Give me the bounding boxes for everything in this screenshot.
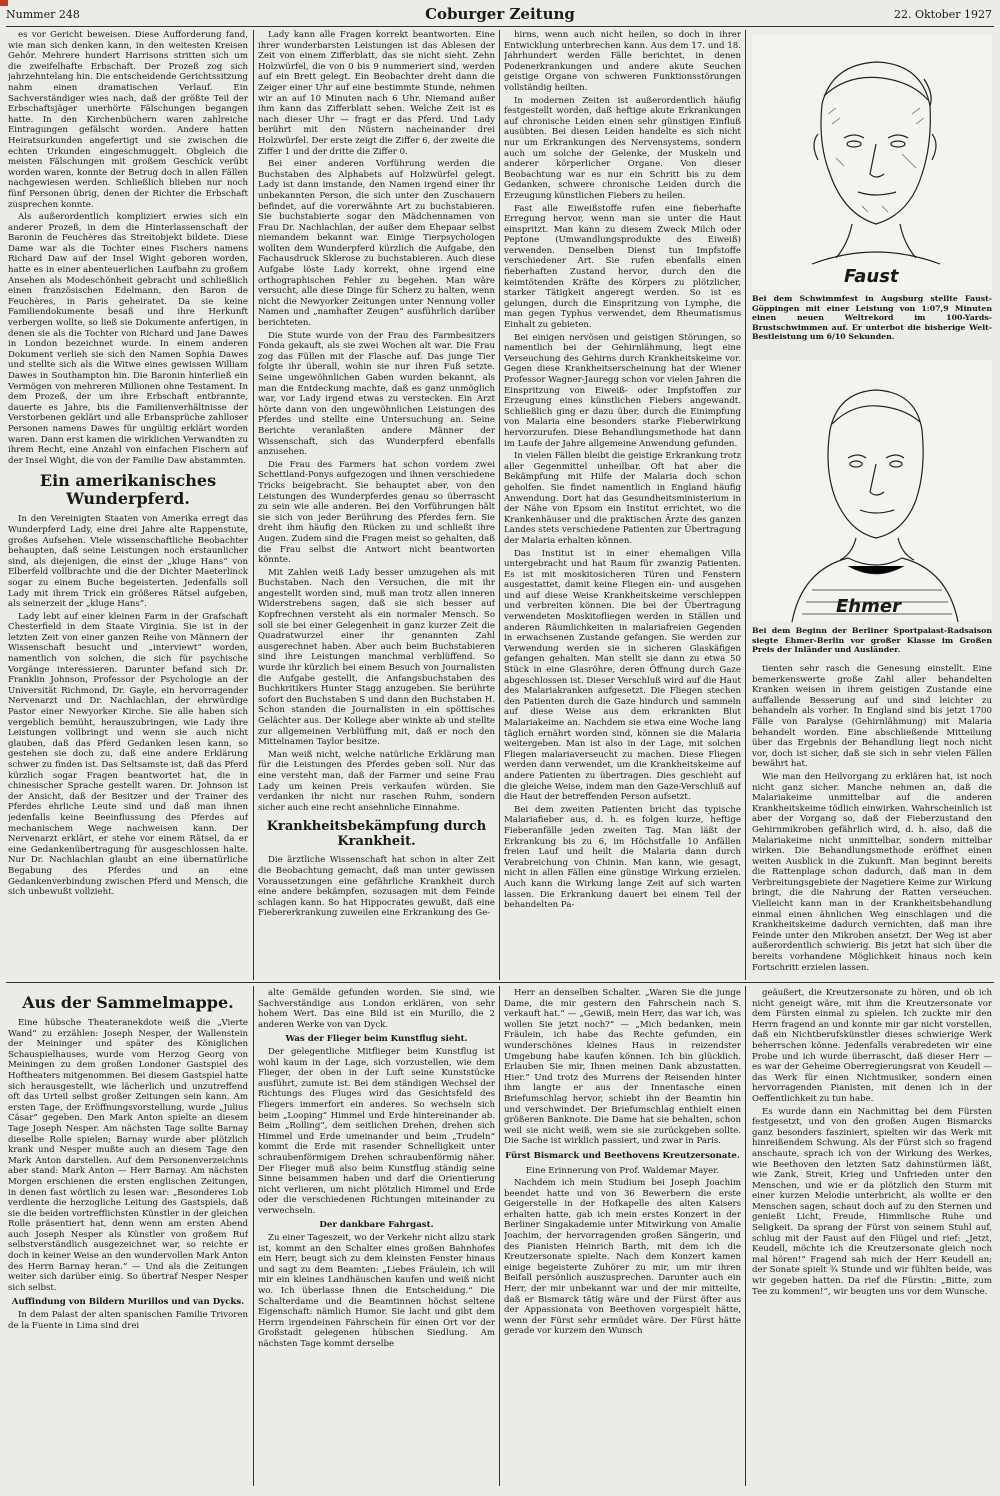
bottom-column-2	[258, 988, 495, 1488]
paragraph: Als außerordentlich kompliziert erwies sich ein anderer Prozeß, in dem die Hinterlassenschaft der Baronin de Feuchères das Streitobjekt bildete. Diese Dame war als die Tochter eines Fischers namens Richard Daw auf der Insel Wight geboren worden, hatte es in einer abenteuerlichen Laufbahn zu großem Ansehen als Modeschönheit gebracht und schließlich einen französischen Edelmann, den Baron de Feuchères, in Paris geheiratet. Da sie keine Familiendokumente besaß und ihre Herkunft verbergen wollte, so ließ sie Dokumente anfertigen, in denen sie als die Tochter von Richard und Jane Dawes in London bezeichnet wurde. In einem anderen Dokument verlieh sie sich den Namen Sophia Dawes und stellte sich als die Witwe eines gewissen William Dawes in Southampton hin. Die Baronin hinterließ ein Vermögen von mehreren Millionen ohne Testament. In dem Prozeß, der um ihre Erbschaft entbrannte, dauerte es Jahre, bis die Familienverhältnisse der Verstorbenen geklärt und alle Erbansprüche zahlloser Personen namens Dawes für ungültig erklärt worden waren. Dann erst kamen die wirklichen Verwandten zu ihrem Recht, eine Anzahl von einfachen Fischern auf der Insel Wight, die von der Familie Daw abstammten.	[8, 212, 248, 466]
paragraph: Wie man den Heilvorgang zu erklären hat, ist noch nicht ganz sicher. Manche nehmen an, daß die Malariakeime unmittelbar auf die anderen Krankheitskeime tödlich einwirken. Wahrscheinlich ist aber der Vorgang so, daß der Fieberzustand den Gehirnmikroben gefährlich wird, d. h. also, daß die Malariakeime nicht unmittelbar, sondern mittelbar wirken. Die Behandlungsmethode eröffnet einen weiten Ausblick in die Zukunft. Man beginnt bereits die Rattenplage schon dadurch, daß man in dem Verbreitungsgebiete der Nagetiere Keime zur Wirkung bringt, die die Nahrung der Ratten verseuchen. Vielleicht kann man in der Krankheitsbehandlung einmal einen ähnlichen Weg einschlagen und die Krankheitskeime dadurch vernichten, daß man ihre Feinde unter den Mikroben ansetzt. Der Weg ist aber außerordentlich schwierig. Bis jetzt hat sich über die bereits vorhandene Möglichkeit hinaus noch kein Fortschritt erzielen lassen.	[752, 771, 992, 973]
paragraph: Lady lebt auf einer kleinen Farm in der Grafschaft Chesterfield in dem Staate Virginia. Sie ist in der letzten Zeit von einer ganzen Reihe von Männern der Wissenschaft besucht und „interviewt“ worden, namentlich von solchen, die sich für psychische Vorgänge interessieren. Darunter befand sich Dr. Franklin Johnson, Professor der Psychologie an der Universität Richmond, Dr. Gayle, ein hervorragender Nervenarzt und Dr. Nachlachlan, der ehrwürdige Pastor einer Newyorker Kirche. Sie alle haben sich vergeblich bemüht, herauszubringen, wie Lady ihre Leistungen vollbringt und wenn sie auch nicht glauben, daß das Pferd Gedanken lesen kann, so gestehen sie doch zu, daß eine andere Erklärung schwer zu finden ist. Das Seltsamste ist, daß das Pferd kürzlich sogar Fragen beantwortet hat, die in chinesischer Sprache gestellt waren. Dr. Johnson ist der Ansicht, daß der Besitzer und der Trainer des Pferdes ehrliche Leute sind und daß man ihnen jedenfalls keine Beeinflussung des Pferdes auf mechanischem Wege nachweisen kann. Der Nervenarzt erklärt, er stehe vor einem Rätsel, da er eine Gedankenübertragung für ausgeschlossen halte. Nur Dr. Nachlachlan glaubt an eine übernatürliche Begabung des Pferdes und an eine Gedankenverbindung zwischen Pferd und Mensch, die sich unbewußt vollzieht.	[8, 611, 248, 898]
paragraph: Bei einer anderen Vorführung werden die Buchstaben des Alphabets auf Holzwürfel gelegt. Lady ist dann imstande, den Namen irgend einer ihr unbekannten Person, die sich unter den Zuschauern befindet, auf die vorerwähnte Art zu buchstabieren. Sie buchstabierte sogar den Mädchennamen von Frau Dr. Nachlachlan, der außer dem Ehepaar selbst niemandem bekannt war. Einige Tierpsychologen wollten dem Wunderpferd kürzlich die Aufgabe, den Fachausdruck Sklerose zu buchstabieren. Auch diese Aufgabe löste Lady korrekt, ohne irgend eine orthographischen Fehler zu begehen. Man wäre versucht, alle diese Dinge für Scherz zu halten, wenn nicht die Newyorker Zeitungen unter Nennung voller Namen und „namhafter Zeugen“ ausführlich darüber berichteten.	[258, 159, 495, 329]
column-divider	[745, 986, 746, 1486]
bottom-column-1	[8, 988, 248, 1488]
masthead-title: Coburger Zeitung	[425, 5, 575, 23]
article-headline: Ein amerikanisches Wunderpferd.	[39, 471, 217, 509]
paragraph: Das Institut ist in einer ehemaligen Villa untergebracht und hat Raum für zwanzig Patienten. Es ist mit moskitosicheren Türen und Fenstern ausgestattet, damit keine Fliegen ein- und ausgehen und auf diese Weise Krankheitskeime verschleppen und verbreiten können. Die bei der Übertragung verwendeten Moskitofliegen werden in Ställen und anderen Räumlichkeiten in malariafreien Gegenden in erwachsenen Zustande gefangen. Sie werden zur Verwendung werden sie in sicheren Glaskäfigen gefangen gehalten. Man stellt sie dann zu etwa 50 Stück in eine Glasröhre, deren Öffnung durch Gaze abgeschlossen ist. Dieser Verschluß wird auf die Haut des Malariakranken aufgesetzt. Die Fliegen stechen den Patienten durch die Gaze hindurch und sammeln auf diese Weise aus dem erkrankten Blut Malariakeime an. Nachdem sie etwa eine Woche lang täglich ernährt worden sind, können sie die Malaria weitergeben. Man ist also in der Lage, mit solchen Fliegen malariaverseucht zu machen. Diese Fliegen werden dann verwendet, um die Krankheitskeime auf andere Patienten zu übertragen. Dies geschieht auf die gleiche Weise, indem man den Gaze-Verschluß auf die Haut der betreffenden Person aufsetzt.	[504, 548, 741, 803]
paragraph: Zu einer Tageszeit, wo der Verkehr nicht allzu stark ist, kommt an den Schalter eines großen Bahnhofes ein Herr, beugt sich zu dem kleinsten Fenster hinaus und sagt zu dem Beamten: „Liebes Fräulein, ich will mir ein kleines Landhäuschen kaufen und weiß nicht wo. Ich überlasse Ihnen die Entscheidung.“ Die Schalterdame und die Beamtinnen höchst seltene Eigenschaft: nämlich Humor. Sie lacht und gibt dem Herrn irgendeinen Fahrschein für einen Ort vor der Großstadt gelegenen hübschen Siedlung. Am nächsten Tage kommt derselbe	[258, 1233, 495, 1349]
subheading: Auffindung von Bildern Murillos und van Dycks.	[11, 1297, 245, 1308]
paragraph: alte Gemälde gefunden worden. Sie sind, wie Sachverständige aus London erklären, von sehr hohem Wert. Das eine Bild ist ein Murillo, die 2 anderen Werke von van Dyck.	[258, 988, 495, 1030]
section-headline: Aus der Sammelmappe.	[22, 993, 234, 1012]
paragraph: Bei einigen nervösen und geistigen Störungen, so namentlich bei der Gehirnlähmung, liegt eine Verseuchung des Gehirns durch Krankheitskeime vor. Gegen diese Krankheitserscheinung hat der Wiener Professor Wagner-Jauregg schon vor vielen Jahren die Einspritzung von Eiweiß- oder Impfstoffen zur Erzeugung eines künstlichen Fiebers angewandt. Schließlich ging er dazu über, durch die Einimpfung von Malaria eine besonders starke Fieberwirkung hervorzurufen. Diese Behandlungsmethode hat dann im Laufe der Jahre allgemeine Anwendung gefunden.	[504, 332, 741, 449]
paragraph: Mit Zahlen weiß Lady besser umzugehen als mit Buchstaben. Nach den Versuchen, die mit ihr angestellt worden sind, muß man trotz allen inneren Widerstrebens sagen, daß sie sich besser auf Kopfrechnen versteht als ein normaler Mensch. So soll sie bei einer Gelegenheit in ganz kurzer Zeit die Quadratwurzel einer ihr genannten Zahl ausgerechnet haben. Aber auch beim Buchstabieren sind ihre Leistungen manchmal verblüffend. So wurde ihr kürzlich bei einem Besuch von Journalisten die Aufgabe gestellt, die Anfangsbuchstaben des Buchkritikers Hunter Stagg anzugeben. Sie berührte sofort den Buchstaben S und dann den Buchstaben H. Schon standen die Journalisten in ein spöttisches Gelächter aus. Der Kollege aber winkte ab und stellte zur allgemeinen Verblüffung mit, daß er noch den Mittelnamen Taylor besitze.	[258, 567, 495, 748]
paragraph: geäußert, die Kreutzersonate zu hören, und ob ich nicht geneigt wäre, mit ihm die Kreutzersonate vor dem Fürsten einmal zu spielen. Ich zuckte mir den Herrn fragend an und konnte mir gar nicht vorstellen, daß ein Nichtberufskünstler dieses schwierige Werk beherrschen könne. Jedenfalls verabredeten wir eine Probe und ich wurde überrascht, daß dieser Herr — es war der Geheime Oberregierungsrat von Keudell — das Werk für einen Nichtmusiker, sondern einen hervorragenden Pianisten, mit denen ich in der Oeffentlichkeit zu tun habe.	[752, 988, 992, 1104]
article-column-1	[8, 30, 248, 978]
paragraph: Lady kann alle Fragen korrekt beantworten. Eine ihrer wunderbarsten Leistungen ist das Ablesen der Zeit von einem Zifferblatt, das sie nicht sieht. Zehn Holzwürfel, die von 0 bis 9 nummeriert sind, werden auf ein Brett gelegt. Ein Beobachter dreht dann die Zeiger einer Uhr auf eine bestimmte Stunde, nehmen wir an auf 10 Minuten nach 6 Uhr. Niemand außer ihm kann das Zifferblatt sehen. Welche Zeit ist es nach dieser Uhr — fragt er das Pferd. Und Lady berührt mit den Nüstern nacheinander drei Holzwürfel. Der erste zeigt die Ziffer 6, der zweite die Ziffer 1 und der dritte die Ziffer 0.	[258, 30, 495, 157]
portrait-faust	[752, 34, 992, 290]
paragraph: In dem Palast der alten spanischen Familie Trivoren de la Fuente in Lima sind drei	[8, 1310, 248, 1331]
article-headline: Krankheitsbekämpfung durch Krankheit.	[266, 819, 487, 850]
portrait-ehmer	[752, 360, 992, 622]
paragraph: In den Vereinigten Staaten von Amerika erregt das Wunderpferd Lady, eine drei Jahre alte Rappenstute, großes Aufsehen. Viele wissenschaftliche Beobachter behaupten, daß seine Leistungen noch erstaunlicher sind, als diejenigen, die einst der „kluge Hans“ von Elberfeld vollbrachte und die der Dichter Maeterlinck sogar zu einem Buche begeisterten. Jedenfalls soll Lady mit ihrem Trick ein größeres Rätsel aufgeben, als seinerzeit der „kluge Hans“.	[8, 514, 248, 610]
page-header	[0, 4, 1000, 26]
paragraph: tienten sehr rasch die Genesung einstellt. Eine bemerkenswerte große Zahl aller behandelten Kranken weisen in ihrem geistigen Zustande eine auffallende Besserung auf und sind leichter zu behandeln als vorher. In England sind bis jetzt 1700 Fälle von Paralyse (Gehirnlähmung) mit Malaria behandelt worden. Eine abschließende Mitteilung über das Ergebnis der Behandlung liegt noch nicht vor, doch ist sicher, daß sie sich in sehr vielen Fällen bewährt hat.	[752, 664, 992, 770]
bottom-column-4	[752, 988, 992, 1488]
signature-faust: Faust	[844, 266, 899, 287]
article-column-4	[752, 664, 992, 978]
column-divider	[745, 30, 746, 980]
paragraph: Nachdem ich mein Studium bei Joseph Joachim beendet hatte und von 36 Bewerbern die erste Geigerstelle in der Hofkapelle des alten Kaisers erhalten hatte, gab ich mein erstes Konzert in der Berliner Singakademie unter Mitwirkung von Amalie Joachim, der hervorragenden großen Sängerin, und des Pianisten Heinrich Barth, mit dem ich die Kreutzersonate spielte. Nach dem Konzert kamen einige begeisterte Zuhörer zu mir, um mir ihren Beifall persönlich auszusprechen. Darunter auch ein Herr, der mir unbekannt war und der mir mitteilte, daß er Bismarck tätig wäre und der Fürst öfter aus der Appassionata von Beethoven vorgespielt hätte, wenn der Fürst sehr ermüdet wäre. Der Fürst hätte gerade vor kurzem den Wunsch	[504, 1178, 741, 1337]
signature-ehmer: Ehmer	[836, 596, 901, 617]
photo-caption: Bei dem Schwimmfest in Augsburg stellte Faust-Göppingen mit einer Leistung von 1:07,9 Minuten einen neuen Weltrekord im 100-Yards-Brustschwimmen auf. Er unterbot die bisherige Welt-Bestleistung um 6/10 Sekunden.	[752, 294, 992, 342]
issue-date: 22. Oktober 1927	[893, 8, 992, 21]
subheading: Der dankbare Fahrgast.	[319, 1220, 434, 1231]
article-column-3	[504, 30, 741, 978]
article-column-2	[258, 30, 495, 978]
page-number: Nummer 248	[6, 8, 80, 21]
paragraph: Der gelegentliche Mitflieger beim Kunstflug ist wohl kaum in der Lage, sich vorzustellen, wie dem Flieger, der oben in der Luft seine Kunststücke ausführt, zumute ist. Bei dem ständigen Wechsel der Richtungs des Fluges wird das Gesichtsfeld des Fliegers immerfort ein anderes. So wechseln sich beim „Looping“ Himmel und Erde hintereinander ab. Beim „Rolling“, dem seitlichen Drehen, drehen sich Himmel und Erde umeinander und beim „Trudeln“ kommt die Erde mit rasender Schnelligkeit unter schraubenförmigem Drehen schraubenförmig näher. Der Flieger muß also beim Kunstflug ständig seine Sinne beisammen haben und darf die Orientierung nicht verlieren, um nicht plötzlich Himmel und Erde oder die verschiedenen Richtungen miteinander zu verwechseln.	[258, 1046, 495, 1216]
paragraph: Es wurde dann ein Nachmittag bei dem Fürsten festgesetzt, und von den großen Augen Bismarcks ganz besonders fasziniert, spielten wir das Werk mit hinreißendem Schwung. Als der Fürst sich so fragend anschaute, sprach ich von der Wirkung des Werkes, wie Beethoven den letzten Satz dahinstürmen läßt, wie Zank, Streit, Krieg und Unfrieden unter den Menschen, und wie er da plötzlich den Sturm mit einer kurzen Melodie unterbricht, als wollte er den Menschen sagen, schaut doch auf zu den Sternen und genießt Licht, Freude, Himmlische Ruhe und Seligkeit. Da sprang der Fürst von seinem Stuhl auf, schlug mit der Faust auf den Flügel und rief: „Jetzt, Keudell, möchte ich die Kreutzersonate gleich noch mal hören!“ Fragend sah mich der Herr Keudell an; der Sonate spielt ¾ Stunde und wir fühlten beide, was wir gegeben hatten. Da rief die Fürstin: „Bitte, zum Tee zu kommen!“, wir beugten uns vor dem Wunsche.	[752, 1106, 992, 1297]
paragraph: Die Frau des Farmers hat schon vordem zwei Schettland-Ponys aufgezogen und ihnen verschiedene Tricks beigebracht. Sie behauptet aber, von den Leistungen des Wunderpferdes genau so überrascht zu sein wie alle anderen. Bei den Vorführungen hält sie sich von jeder Berührung des Pferdes fern. Sie dreht ihm häufig den Rücken zu und schließt ihre Augen. Zudem sind die Fragen meist so gehalten, daß die Frau selbst die Antwort nicht beantworten könnte.	[258, 459, 495, 566]
column-divider	[499, 30, 500, 980]
subheading: Fürst Bismarck und Beethovens Kreutzersonate.	[505, 1150, 740, 1161]
paragraph: es vor Gericht beweisen. Diese Aufforderung fand, wie man sich denken kann, in den weitesten Kreisen Gehör. Mehrere hundert Harrisons stritten sich um die zweifelhafte Erbschaft. Der Prozeß zog sich jahrzehntelang hin. Die entscheidende Gerichtssitzung nahm einen dramatischen Verlauf. Ein Sachverständiger wies nach, daß der größte Teil der Erbschaftsjäger unerhörte Fälschungen begangen hatte. In den Kirchenbüchern waren zahlreiche Eintragungen gefälscht worden. Andere hatten Heiratsurkunden angefertigt und sie zwischen die echten Urkunden eingeschmuggelt. Obgleich die meisten Fälschungen mit großem Geschick verübt worden waren, konnte der Betrug doch in allen Fällen nachgewiesen werden. Schließlich blieben nur noch fünf Personen übrig, denen der Richter die Erbschaft zusprechen konnte.	[8, 30, 248, 210]
byline: Eine Erinnerung von Prof. Waldemar Mayer.	[525, 1165, 720, 1176]
paragraph: Bei dem zweiten Patienten bricht das typische Malariafieber aus, d. h. es folgen kurze, heftige Fieberanfälle jeden zweiten Tag. Man läßt der Erkrankung bis zu 6, im Höchstfalle 10 Anfällen freien Lauf und heilt die Malaria dann durch Verabreichung von Chinin. Man kann, wie gesagt, nicht in allen Fällen eine günstige Wirkung erzielen. Auch kann die Wirkung lange Zeit auf sich warten lassen. Die Erkrankung dauert bei einem Teil der behandelten Pa-	[504, 804, 741, 911]
column-divider	[499, 986, 500, 1486]
header-rule	[6, 26, 994, 27]
paragraph: In vielen Fällen bleibt die geistige Erkrankung trotz aller Gegenmittel unheilbar. Oft hat aber die Bekämpfung mit Hilfe der Malaria doch schon geholfen. Sie findet namentlich in England häufig Anwendung. Dort hat das Gesundheitsministerium in der Nähe von Epsom ein Institut errichtet, wo die Krankenhäuser und die praktischen Ärzte des ganzen Landes stets verschiedene Patienten zur Übertragung der Malaria erhalten können.	[504, 451, 741, 546]
paragraph: Man weiß nicht, welche natürliche Erklärung man für die Leistungen des Pferdes geben soll. Nur das eine versteht man, daß der Farmer und seine Frau Lady um keinen Preis verkaufen würden. Sie verdanken ihr nicht nur raschen Ruhm, sondern sicher auch eine recht ansehnliche Einnahme.	[258, 749, 495, 813]
paragraph: hirns, wenn auch nicht heilen, so doch in ihrer Entwicklung unterbrechen kann. Aus dem 17. und 18. Jahrhundert werden Fälle berichtet, in denen Podenerkrankungen und andere akute Seuchen geistige Organe von schweren Funktionsstörungen vollständig heilten.	[504, 30, 741, 93]
section-rule	[6, 982, 994, 983]
paragraph: Fast alle Eiweißstoffe rufen eine fieberhafte Erregung hervor, wenn man sie unter die Haut einspritzt. Man kann zu diesem Zweck Milch oder Peptone (Umwandlungsprodukte des Eiweiß) verwenden. Denselben Dienst tun Impfstoffe verschiedener Art. Sie rufen ebenfalls einen fieberhaften Zustand hervor, durch den die keimtötenden Kräfte des Körpers zu plötzlicher, starker Tätigkeit angeregt werden. So ist es gelungen, durch die Einspritzung von Lymphe, die man gegen Typhus verwendet, dem Rheumatismus Einhalt zu gebieten.	[504, 203, 741, 331]
bottom-column-3	[504, 988, 741, 1488]
photo-caption: Bei dem Beginn der Berliner Sportpalast-Radsaison siegte Ehmer-Berlin vor großer Klasse im Großen Preis der Inländer und Ausländer.	[752, 626, 992, 655]
paragraph: In modernen Zeiten ist außerordentlich häufig festgestellt worden, daß heftige akute Erkrankungen auf chronische Leiden einen sehr günstigen Einfluß ausübten. Bei diesen Leiden handelte es sich nicht nur um Erkrankungen des Nervensystems, sondern auch um solche der Gelenke, der Muskeln und anderer körperlicher Organe. Von dieser Beobachtung war es nur ein Schritt bis zu dem Gedanken, schwere chronische Leiden durch die Erzeugung künstlichen Fiebers zu heilen.	[504, 95, 741, 201]
paragraph: Die Stute wurde von der Frau des Farmbesitzers Fonda gekauft, als sie zwei Wochen alt war. Die Frau zog das Füllen mit der Flasche auf. Das junge Tier folgte ihr überall, wohin sie nur ihren Fuß setzte. Seine ungewöhnlichen Gaben wurden bekannt, als man die Entdeckung machte, daß es ganz unmöglich war, vor Lady irgend etwas zu verstecken. Ein Arzt hörte dann von den ungewöhnlichen Leistungen des Pferdes und stellte eine Untersuchung an. Seine Berichte veranlaßten andere Männer der Wissenschaft, sich das Wunderpferd ebenfalls anzusehen.	[258, 330, 495, 458]
portrait-ehmer-drawing	[752, 360, 992, 622]
paragraph: Eine hübsche Theateranekdote weiß die „Vierte Wand“ zu erzählen: Joseph Nesper, der Wallenstein der Meininger und später des Königlichen Schauspielhauses, wurde vom Herzog Georg von Meiningen zu dem großen Londoner Gastspiel des Hoftheaters mitgenommen. Bei diesem Gastspiel hatte sich herausgestellt, wie lächerlich und unzutreffend oft das Urteil selbst großer Zeitungen sein kann. Am ersten Tage, der Eröffnungsvorstellung, wurde „Julius Cäsar“ gegeben. Den Mark Anton spielte an diesem Tage Joseph Nesper. Am nächsten Tage sollte Barnay dieselbe Rolle spielen; Barnay wurde aber plötzlich krank und Nesper mußte auch an diesem Tage den Mark Anton darstellen. Auf dem Personenverzeichnis aber stand: Mark Anton — Herr Barnay. Am nächsten Morgen erschienen die ersten englischen Zeitungen, in denen fast wörtlich zu lesen war: „Besonderes Lob verdiente die herzogliche Leitung des Gastspiels, daß sie die beiden vortrefflichsten Künstler in der gleichen Rolle präsentiert hat, denn wenn am ersten Abend auch Joseph Nesper als Künstler von großem Ruf selbstverständlich ausgezeichnet war, so reichte er doch in keiner Weise an den wundervollen Mark Anton des Herrn Barnay heran.“ — Und als die Zeitungen weiter sich darüber einig. So übertraf Nesper Nesper sich selbst.	[8, 1018, 248, 1293]
portrait-faust-drawing	[752, 34, 992, 290]
column-divider	[253, 986, 254, 1486]
paragraph: Herr an denselben Schalter. „Waren Sie die junge Dame, die mir gestern den Fahrschein nach S. verkauft hat.“ — „Gewiß, mein Herr, das war ich, was wollen Sie jetzt noch?“ — „Mich bedanken, mein Fräulein, ich habe das Rechte gefunden, ein wunderschönes kleines Haus in reizendster Umgebung habe kaufen können. Ich bin glücklich. Erlauben Sie mir, Ihnen meinen Dank abzustatten. Hier.“ Und trotz des Murrens der Reisenden hinter ihm langte er aus der Innentasche einen Briefumschlag hervor, schiebt ihn der Beamtin hin und verschwindet. Der Briefumschlag enthielt einen größeren Banknote. Die Dame hat sie behalten, schon weil sie nicht weiß, wem sie sie zurückgeben sollte. Die Sache ist wirklich passiert, und zwar in Paris.	[504, 988, 741, 1147]
subheading: Was der Flieger beim Kunstflug sieht.	[285, 1034, 468, 1045]
paragraph: Die ärztliche Wissenschaft hat schon in alter Zeit die Beobachtung gemacht, daß man unter gewissen Voraussetzungen eine gefährliche Krankheit durch eine andere bekämpfen, sozusagen mit dem Feinde schlagen kann. So hat Hippocrates gewußt, daß eine Fiebererkrankung zuweilen eine Erkrankung des Ge-	[258, 855, 495, 919]
column-divider	[253, 30, 254, 980]
